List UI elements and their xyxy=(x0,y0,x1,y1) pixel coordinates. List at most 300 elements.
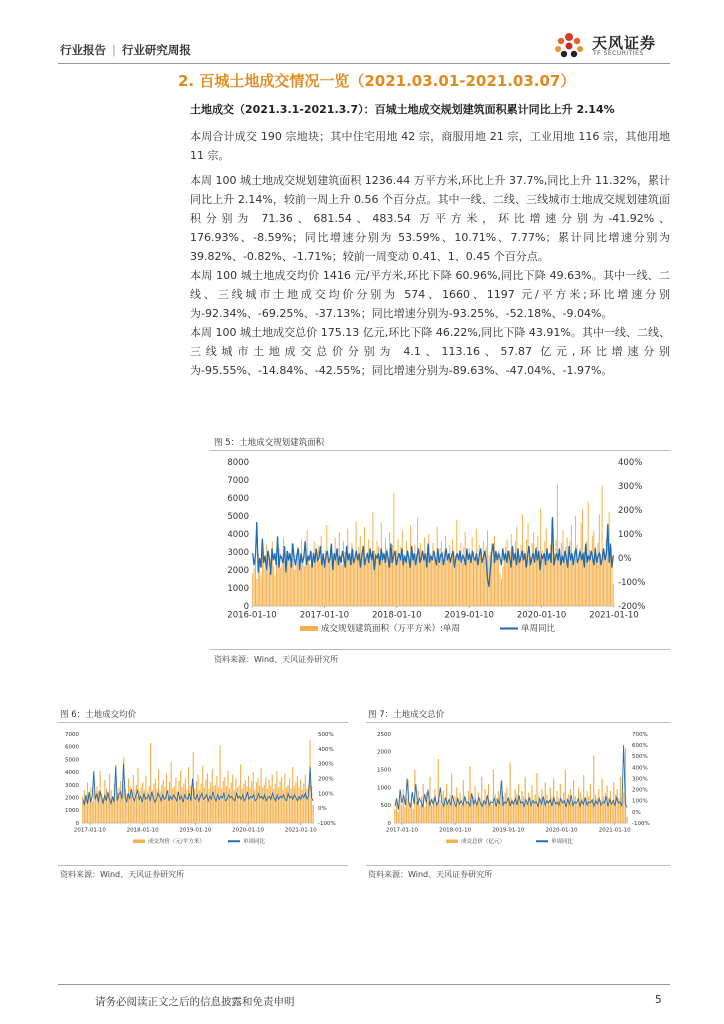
bar xyxy=(256,579,257,606)
bar xyxy=(434,552,435,606)
bar xyxy=(535,795,536,823)
bar xyxy=(463,547,464,606)
bar xyxy=(581,523,582,606)
brand-name: 天风证券 xyxy=(592,34,657,52)
bar xyxy=(220,745,221,823)
y-left-tick-label: 7000 xyxy=(65,731,79,738)
bar xyxy=(543,556,544,606)
bar xyxy=(250,787,251,823)
chart-legend xyxy=(300,623,556,634)
bar xyxy=(508,800,509,823)
y-right-tick-label: 100% xyxy=(318,791,334,798)
x-tick-label: 2016-01-10 xyxy=(227,610,277,621)
y-left-tick-label: 0 xyxy=(75,820,79,827)
figure-5-chart xyxy=(210,456,670,651)
y-left-tick-label: 0 xyxy=(387,820,391,827)
bar xyxy=(449,795,450,823)
bar xyxy=(240,765,241,823)
bar xyxy=(551,796,552,823)
bar xyxy=(235,779,236,824)
bar xyxy=(419,556,420,606)
bar xyxy=(120,781,121,823)
bar xyxy=(437,527,438,606)
figure-5-source: 资料来源：Wind、天风证券研究所 xyxy=(214,655,339,664)
bar xyxy=(261,768,262,823)
bar xyxy=(476,529,477,606)
bar xyxy=(419,805,420,823)
bar xyxy=(335,538,336,606)
bar xyxy=(468,791,469,823)
bar xyxy=(277,563,278,606)
bar xyxy=(156,789,157,823)
bar xyxy=(578,559,579,606)
bar xyxy=(403,789,404,823)
bar xyxy=(549,557,550,606)
bar xyxy=(421,796,422,823)
bar xyxy=(586,791,587,823)
bar xyxy=(303,556,304,606)
bar xyxy=(315,563,316,606)
bar xyxy=(423,557,424,606)
bar xyxy=(472,538,473,606)
bar xyxy=(550,787,551,823)
x-tick-label: 2020-01-10 xyxy=(516,610,567,621)
bar xyxy=(100,771,101,823)
bar xyxy=(107,795,108,823)
y-right-tick-label: 200% xyxy=(618,505,643,516)
bar xyxy=(210,782,211,823)
x-tick-label: 2021-01-10 xyxy=(284,827,317,834)
legend-label-line: 单周同比 xyxy=(521,624,556,634)
bar xyxy=(356,521,357,606)
bar xyxy=(357,556,358,606)
bar xyxy=(394,809,395,823)
bar xyxy=(528,523,529,606)
bar xyxy=(136,785,137,823)
bar xyxy=(150,743,151,823)
bar xyxy=(252,574,253,606)
bar xyxy=(349,554,350,606)
bar xyxy=(484,554,485,606)
bar xyxy=(398,539,399,606)
bar xyxy=(199,790,200,823)
bar xyxy=(446,557,447,606)
bar xyxy=(169,782,170,823)
bar xyxy=(272,775,273,823)
bar xyxy=(289,779,290,824)
y-right-tick-label: 100% xyxy=(618,529,643,540)
bar xyxy=(221,789,222,823)
bar xyxy=(295,782,296,823)
bar xyxy=(340,556,341,606)
bar xyxy=(474,786,475,823)
bar xyxy=(328,557,329,606)
bar xyxy=(308,559,309,606)
y-left-tick-label: 2000 xyxy=(227,565,249,576)
bar xyxy=(451,559,452,606)
x-tick-label: 2019-01-10 xyxy=(492,827,525,834)
x-tick-label: 2017-01-10 xyxy=(299,610,350,621)
flower-logo-icon xyxy=(550,26,588,66)
bar xyxy=(365,557,366,606)
bar xyxy=(293,559,294,606)
bar xyxy=(301,539,302,606)
bar xyxy=(613,584,614,606)
bar xyxy=(469,766,470,823)
bar xyxy=(448,802,449,823)
bar xyxy=(377,541,378,606)
bar xyxy=(610,791,611,823)
bar xyxy=(153,784,154,823)
bar xyxy=(593,755,594,823)
bar xyxy=(514,557,515,606)
y-left-tick-label: 500 xyxy=(380,803,391,810)
bar xyxy=(533,800,534,823)
x-tick-label: 2020-01-10 xyxy=(545,827,578,834)
bar xyxy=(158,770,159,823)
bar xyxy=(575,516,576,606)
disclaimer-note: 请务必阅读正文之后的信息披露和免责申明 xyxy=(95,996,295,1008)
bar xyxy=(218,787,219,823)
bar xyxy=(458,557,459,606)
y-left-tick-label: 3000 xyxy=(227,547,249,558)
bar xyxy=(255,559,256,606)
bar xyxy=(602,485,603,606)
bar xyxy=(273,566,274,606)
bar xyxy=(507,539,508,606)
bar xyxy=(453,803,454,823)
bar xyxy=(481,777,482,823)
bar xyxy=(314,541,315,606)
bar xyxy=(466,802,467,823)
y-left-tick-label: 6000 xyxy=(65,744,79,751)
bar xyxy=(292,767,293,823)
bar xyxy=(508,554,509,606)
bar xyxy=(603,796,604,823)
bar xyxy=(424,807,425,823)
bar xyxy=(511,534,512,606)
bar xyxy=(483,541,484,606)
bar xyxy=(186,790,187,823)
y-right-tick-label: 100% xyxy=(632,798,648,805)
x-tick-label: 2018-01-10 xyxy=(372,610,422,621)
figure-7-chart xyxy=(366,728,670,868)
bar xyxy=(363,550,364,606)
bar xyxy=(454,796,455,823)
bar xyxy=(92,801,93,823)
bar xyxy=(161,785,162,823)
y-right-tick-label: 300% xyxy=(632,776,648,783)
y-left-tick-label: 6000 xyxy=(227,493,249,504)
bar xyxy=(96,786,97,823)
tf-securities-logo xyxy=(550,26,670,66)
paragraph-parcel-count: 本周合计成交 190 宗地块；其中住宅用地 42 宗，商服用地 21 宗，工业用地 116 宗，其他用地 11 宗。 xyxy=(190,130,670,162)
bar xyxy=(287,785,288,823)
bar xyxy=(456,520,457,606)
bar xyxy=(597,543,598,606)
bar xyxy=(506,787,507,823)
bar xyxy=(442,561,443,606)
bar xyxy=(504,556,505,606)
bar xyxy=(540,802,541,823)
chart-legend xyxy=(133,837,266,845)
bar xyxy=(519,556,520,606)
bar xyxy=(291,789,292,823)
y-right-tick-label: 600% xyxy=(632,743,648,750)
bar xyxy=(585,800,586,823)
y-left-tick-label: 8000 xyxy=(227,457,249,468)
bar xyxy=(282,556,283,606)
bar xyxy=(384,561,385,606)
bar xyxy=(201,784,202,823)
bar xyxy=(326,525,327,606)
bar xyxy=(546,529,547,606)
bar xyxy=(565,770,566,823)
paragraph-average-price: 本周 100 城土地成交均价 1416 元/平方米,环比下降 60.96%,同比下降 49.63%。其中一线、二线、三线城市土地成交均价分别为 574、1660、1197 元/平方米;环比增速分别为-92.34%、-69.25%、-37.13%；同比增速分别为-93.25%、-52.18%、-9.04%。 xyxy=(190,269,670,320)
legend-label-line: 单周同比 xyxy=(243,839,266,845)
bar xyxy=(185,779,186,824)
bar xyxy=(418,791,419,823)
bar xyxy=(515,541,516,606)
bar xyxy=(280,568,281,606)
bar xyxy=(591,802,592,823)
bar xyxy=(128,779,129,824)
bar xyxy=(417,518,418,606)
bar xyxy=(536,773,537,823)
bar xyxy=(561,543,562,606)
bar xyxy=(253,772,254,823)
breadcrumb-separator: | xyxy=(112,43,116,57)
bar xyxy=(413,559,414,606)
bar xyxy=(281,777,282,823)
figure-6-title: 图 6：土地成交均价 xyxy=(60,710,137,720)
bar xyxy=(568,795,569,823)
y-left-tick-label: 1000 xyxy=(227,583,249,594)
bar xyxy=(368,539,369,606)
y-right-tick-label: 400% xyxy=(318,746,334,753)
bar xyxy=(251,781,252,823)
bar xyxy=(263,561,264,606)
bar xyxy=(526,802,527,823)
bar xyxy=(329,563,330,606)
bar xyxy=(521,791,522,823)
bar xyxy=(310,565,311,606)
legend-label-line: 单周同比 xyxy=(551,839,574,845)
bar xyxy=(562,530,563,606)
bar xyxy=(371,554,372,606)
bar xyxy=(546,795,547,823)
bar xyxy=(426,561,427,606)
bar xyxy=(501,579,502,606)
footer-divider xyxy=(58,984,670,985)
bar xyxy=(406,798,407,823)
bar xyxy=(439,800,440,823)
bar xyxy=(303,784,304,823)
bar xyxy=(448,554,449,606)
y-right-tick-label: -100% xyxy=(618,577,646,588)
bar xyxy=(627,817,628,823)
bar xyxy=(319,561,320,606)
bar xyxy=(265,570,266,606)
bar xyxy=(465,532,466,606)
bar xyxy=(262,787,263,823)
figure-6-chart xyxy=(58,728,348,868)
figure-5-title: 图 5：土地成交规划建筑面积 xyxy=(214,438,325,448)
bar xyxy=(229,789,230,823)
bar xyxy=(300,780,301,823)
bar xyxy=(261,575,262,606)
bar xyxy=(623,793,624,823)
y-right-tick-label: 400% xyxy=(618,457,643,468)
bar xyxy=(505,793,506,823)
y-left-tick-label: 4000 xyxy=(227,529,249,540)
bar xyxy=(434,789,435,823)
bar xyxy=(556,539,557,606)
bar xyxy=(459,793,460,823)
bar xyxy=(532,543,533,606)
bar xyxy=(294,570,295,606)
legend-swatch-bar xyxy=(446,840,458,844)
bar xyxy=(497,561,498,606)
bar xyxy=(502,566,503,606)
bar xyxy=(516,795,517,823)
breadcrumb xyxy=(60,42,191,58)
bar xyxy=(493,559,494,606)
bar xyxy=(196,781,197,823)
figure-6-bottom-rule xyxy=(58,865,348,866)
bar xyxy=(275,784,276,823)
bar xyxy=(526,539,527,606)
subhead: 土地成交（2021.3.1-2021.3.7）：百城土地成交规划建筑面积累计同比上升 2.14% xyxy=(190,103,615,116)
bar xyxy=(556,791,557,823)
bar xyxy=(347,529,348,606)
bar xyxy=(583,775,584,823)
bar xyxy=(528,793,529,823)
legend-swatch-bar xyxy=(300,626,318,631)
bar xyxy=(590,557,591,606)
bar xyxy=(399,559,400,606)
y-left-tick-label: 2000 xyxy=(377,749,391,756)
bar xyxy=(471,800,472,823)
y-right-tick-label: 0% xyxy=(632,809,641,816)
breadcrumb-industry-report: 行业报告 xyxy=(60,43,106,57)
bar xyxy=(254,568,255,606)
y-left-tick-label: 4000 xyxy=(65,770,79,777)
bar xyxy=(424,538,425,606)
bar xyxy=(458,800,459,823)
bar xyxy=(438,759,439,823)
x-tick-label: 2018-01-10 xyxy=(126,827,159,834)
bar xyxy=(172,789,173,823)
bar xyxy=(575,796,576,823)
figure-7 xyxy=(366,708,670,880)
bar xyxy=(243,784,244,823)
y-right-tick-label: 700% xyxy=(632,731,648,738)
x-tick-label: 2018-01-10 xyxy=(439,827,472,834)
bar xyxy=(485,789,486,823)
bar xyxy=(268,780,269,823)
bar xyxy=(567,538,568,606)
y-right-tick-label: -100% xyxy=(318,820,336,827)
bar xyxy=(204,787,205,823)
bar xyxy=(149,786,150,823)
y-right-tick-label: 200% xyxy=(632,787,648,794)
y-left-tick-label: 3000 xyxy=(65,782,79,789)
bar xyxy=(313,805,314,823)
bar xyxy=(596,556,597,606)
bar xyxy=(541,789,542,823)
bar xyxy=(269,572,270,606)
bar xyxy=(522,514,523,606)
bar xyxy=(306,789,307,823)
bar xyxy=(275,575,276,606)
bar xyxy=(267,789,268,823)
bar xyxy=(405,563,406,606)
legend-label-bar: 成交总价（亿元） xyxy=(461,839,506,845)
bar xyxy=(256,782,257,823)
x-tick-label: 2021-01-10 xyxy=(589,610,639,621)
bar xyxy=(461,805,462,823)
bar xyxy=(307,530,308,606)
bar xyxy=(270,786,271,823)
bar xyxy=(558,798,559,823)
bar xyxy=(139,791,140,823)
bar xyxy=(298,787,299,823)
bar xyxy=(402,530,403,606)
bar xyxy=(537,536,538,606)
figure-7-title-rule xyxy=(366,722,670,723)
bar xyxy=(360,536,361,606)
bar xyxy=(571,525,572,606)
paragraph-floor-area: 本周 100 城土地成交规划建筑面积 1236.44 万平方米,环比上升 37.7%,同比上升 11.32%，累计同比上升 2.14%，较前一周上升 0.56 个百分点。其中一线、二线、三线城市土地成交规划建筑面积分别为 71.36、681.54、483.54 万平方米，环比增速分别为-41.92%、176.93%、-8.59%；同比增速分别为 53.59%、10.71%、7.77%；累计同比增速分别为 39.82%、-0.82%、-1.71%；较前一周变动 0.41、1、0.45 个百分点。 xyxy=(190,174,670,263)
y-left-tick-label: 7000 xyxy=(227,475,249,486)
bar xyxy=(104,780,105,823)
bar xyxy=(570,789,571,823)
bar xyxy=(367,552,368,606)
y-right-tick-label: 500% xyxy=(632,754,648,761)
bar xyxy=(494,536,495,606)
y-right-tick-label: 500% xyxy=(318,731,334,738)
bar xyxy=(257,779,258,824)
figure-7-title: 图 7：土地成交总价 xyxy=(368,710,445,720)
bar xyxy=(286,572,287,606)
y-left-tick-label: 1000 xyxy=(377,785,391,792)
bar xyxy=(190,786,191,823)
y-right-tick-label: -100% xyxy=(632,820,650,827)
bar xyxy=(364,527,365,606)
y-left-tick-label: 1000 xyxy=(65,808,79,815)
bar xyxy=(441,805,442,823)
bar xyxy=(474,559,475,606)
bar xyxy=(287,557,288,606)
bar xyxy=(259,565,260,606)
y-left-tick-label: 5000 xyxy=(65,757,79,764)
bar xyxy=(518,784,519,823)
x-tick-label: 2017-01-10 xyxy=(385,827,418,834)
bar xyxy=(393,493,394,606)
bar xyxy=(111,790,112,823)
legend-label-bar: 成交均价（元/平方米） xyxy=(148,839,205,845)
bar xyxy=(431,805,432,823)
paragraph-total-price: 本周 100 城土地成交总价 175.13 亿元,环比下降 46.22%,同比下降 43.91%。其中一线、二线、三线城市土地成交总价分别为 4.1、113.16、57.87 亿元,环比增速分别为-95.55%、-14.84%、-42.55%；同比增速分别为-89.63%、-47.04%、-1.97%。 xyxy=(190,326,670,377)
bar xyxy=(164,787,165,823)
y-left-tick-label: 2000 xyxy=(65,795,79,802)
bar xyxy=(491,805,492,823)
bar xyxy=(213,786,214,823)
bar xyxy=(131,792,132,823)
bar xyxy=(476,803,477,823)
bar xyxy=(323,566,324,606)
